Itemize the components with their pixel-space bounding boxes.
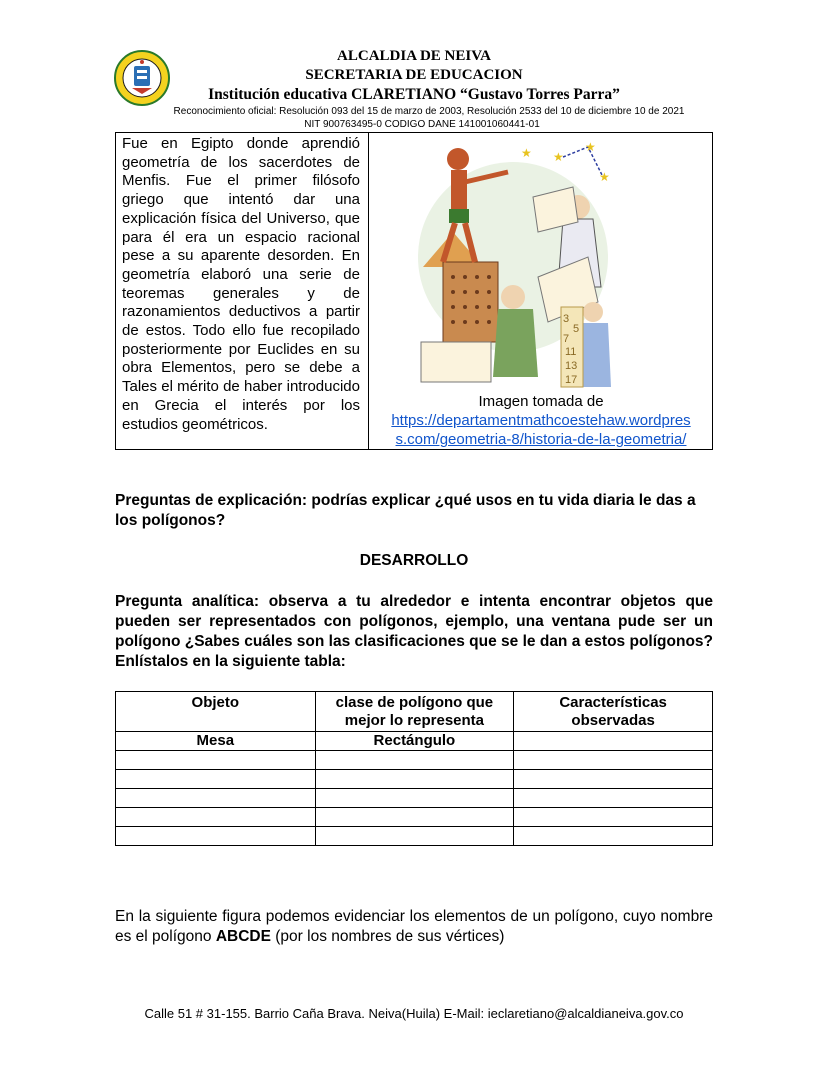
header-clase: clase de polígono que mejor lo representa [315,692,514,732]
table-cell[interactable] [315,789,514,808]
caption-text: Imagen tomada de [478,393,604,410]
header-secretaria: SECRETARIA DE EDUCACION [305,67,523,83]
illus-number-4: 11 [565,346,577,358]
header-recognition: Reconocimiento oficial: Resolución 093 del 15 de marzo de 2003, Resolución 2533 del 10 de diciembre 10 de 2021 [173,106,685,117]
intro-divider [368,133,369,449]
header-alcaldia: ALCALDIA DE NEIVA [337,48,491,64]
illus-number-6: 17 [565,374,578,386]
table-cell[interactable] [514,770,713,789]
header-nit: NIT 900763495-0 CODIGO DANE 141001060441-01 [304,119,540,130]
table-cell[interactable] [514,751,713,770]
figure-intro-pre: En la siguiente figura podemos evidenciar los elementos de un polígono, cuyo nombre es el polígono [115,908,713,945]
svg-text:★: ★ [585,140,596,154]
analytic-question: Pregunta analítica: observa a tu alrededor e intenta encontrar objetos que pueden ser representados con polígonos, ejemplo, una ventana pude ser un polígono ¿Sabes cuáles son las clasificaciones que se le dan a estos polígonos? Enlístalos en la siguiente tabla: [115,593,713,670]
table-cell[interactable] [514,808,713,827]
table-row [116,808,713,827]
table-cell[interactable]: Rectángulo [315,732,514,751]
table-cell[interactable] [315,808,514,827]
table-cell[interactable] [116,808,316,827]
table-row [116,827,713,846]
illus-number-5: 13 [565,360,578,372]
table-row [116,732,713,751]
svg-text:★: ★ [553,150,564,164]
svg-text:★: ★ [521,146,532,160]
geometry-history-illustration [413,137,613,391]
table-cell[interactable] [116,751,316,770]
header-objeto: Objeto [116,692,316,732]
table-cell[interactable] [116,770,316,789]
header-institution: Institución educativa CLARETIANO “Gustavo Torres Parra” [208,86,620,103]
table-cell[interactable] [514,827,713,846]
table-row [116,770,713,789]
intro-table [115,132,713,450]
table-cell[interactable] [315,827,514,846]
table-row [116,751,713,770]
figure-intro-paragraph [115,907,713,947]
header-caracteristicas: Características observadas [514,692,713,732]
table-cell[interactable] [514,732,713,751]
explanation-question: Preguntas de explicación: podrías explicar ¿qué usos en tu vida diaria le das a los polígonos? [115,492,696,529]
intro-text: Fue en Egipto donde aprendió geometría de los sacerdotes de Menfis. Fue el primer filósofo griego que intentó dar una explicación física del Universo, que para él era un espacio racional pese a su aparente desorden. En geometría elaboró una serie de teoremas generales y de razonamientos deductivos a partir de estos. Todo ello fue recopilado posteriormente por Euclides en su obra Elementos, pero se debe a Tales el mérito de haber introducido en Grecia el interés por los estudios geométricos. [122,135,360,433]
footer-address: Calle 51 # 31-155. Barrio Caña Brava. Neiva(Huila) E-Mail: ieclaretiano@alcaldianeiva.gov.co [144,1006,684,1021]
development-title: DESARROLLO [359,552,469,569]
table-cell[interactable] [116,827,316,846]
illus-number-2: 5 [573,323,580,335]
table-header-row [116,692,713,732]
source-link-line2[interactable]: s.com/geometria-8/historia-de-la-geometria/ [395,431,687,448]
polygon-name: ABCDE [215,928,271,945]
table-cell[interactable] [315,751,514,770]
document-header [112,48,716,134]
image-caption [372,392,710,449]
table-row [116,789,713,808]
illus-number-3: 7 [563,333,570,345]
table-cell[interactable] [315,770,514,789]
source-link-line1[interactable]: https://departamentmathcoestehaw.wordpres [391,412,691,429]
table-cell[interactable] [116,789,316,808]
table-cell[interactable]: Mesa [116,732,316,751]
polygon-table [115,691,713,846]
svg-text:★: ★ [599,170,610,184]
figure-intro-post: (por los nombres de sus vértices) [270,928,505,945]
illus-number-1: 3 [563,313,570,325]
table-cell[interactable] [514,789,713,808]
